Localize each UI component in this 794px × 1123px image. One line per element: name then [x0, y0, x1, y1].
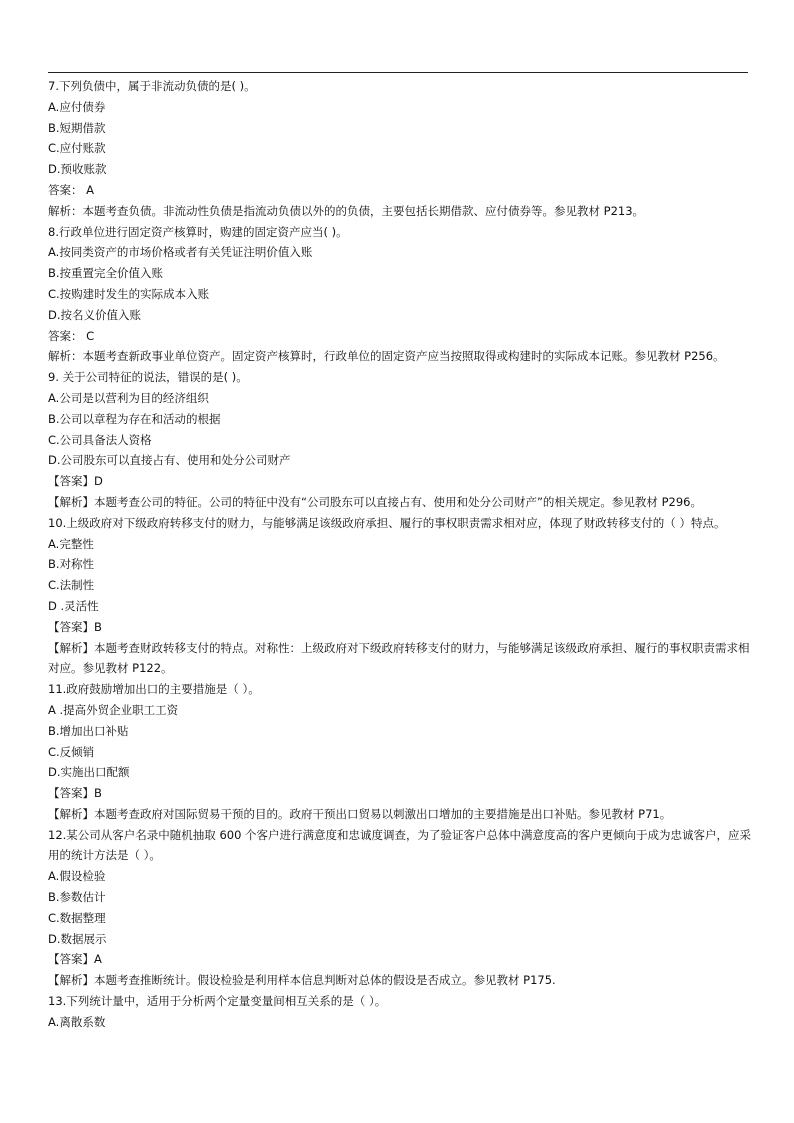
question-12	[48, 825, 752, 991]
option-d: D.公司股东可以直接占有、使用和处分公司财产	[48, 453, 291, 468]
question-7	[48, 76, 752, 222]
analysis: 解析：本题考查新政事业单位资产。固定资产核算时，行政单位的固定资产应当按照取得或构建时的实际成本记账。参见教材 P256。	[48, 349, 725, 364]
question-stem: 13.下列统计量中，适用于分析两个定量变量间相互关系的是（ ）。	[48, 994, 387, 1009]
answer: 【答案】D	[48, 474, 103, 489]
question-stem: 8.行政单位进行固定资产核算时，购建的固定资产应当( )。	[48, 224, 348, 239]
question-11	[48, 679, 752, 825]
option-b: B.对称性	[48, 557, 95, 572]
option-c: C.法制性	[48, 578, 95, 593]
option-b: B.公司以章程为存在和活动的根据	[48, 411, 221, 426]
analysis: 解析：本题考查负债。非流动性负债是指流动负债以外的的负债，主要包括长期借款、应付债券等。参见教材 P213。	[48, 203, 645, 218]
option-d: D.数据展示	[48, 931, 107, 946]
option-a: A.应付债券	[48, 99, 106, 114]
question-stem: 12.某公司从客户名录中随机抽取 600 个客户进行满意度和忠诚度调查，为了验证客户总体中满意度高的客户更倾向于成为忠诚客户，应采用的统计方法是（ ）。	[48, 827, 752, 863]
answer: 【答案】B	[48, 619, 102, 634]
analysis: 【解析】本题考查公司的特征。公司的特征中没有“公司股东可以直接占有、使用和处分公司财产”的相关规定。参见教材 P296。	[48, 494, 702, 509]
question-stem: 10.上级政府对下级政府转移支付的财力，与能够满足该级政府承担、履行的事权职责需求相对应，体现了财政转移支付的（ ）特点。	[48, 515, 726, 530]
analysis: 【解析】本题考查推断统计。假设检验是利用样本信息判断对总体的假设是否成立。参见教材 P175.	[48, 973, 556, 988]
option-d: D.按名义价值入账	[48, 307, 142, 322]
option-c: C.公司具备法人资格	[48, 432, 152, 447]
option-d: D.预收账款	[48, 162, 107, 177]
analysis: 【解析】本题考查财政转移支付的特点。对称性：上级政府对下级政府转移支付的财力，与能够满足该级政府承担、履行的事权职责需求相对应。参见教材 P122。	[48, 640, 750, 676]
option-a: A.完整性	[48, 536, 94, 551]
option-c: C.应付账款	[48, 141, 106, 156]
option-b: B.按重置完全价值入账	[48, 266, 164, 281]
analysis: 【解析】本题考查政府对国际贸易干预的目的。政府干预出口贸易以刺激出口增加的主要措施是出口补贴。参见教材 P71。	[48, 806, 672, 821]
question-stem: 7.下列负债中，属于非流动负债的是( )。	[48, 79, 256, 93]
option-d: D.实施出口配额	[48, 765, 130, 780]
option-c: C.按购建时发生的实际成本入账	[48, 286, 210, 301]
answer: 答案： C	[48, 328, 95, 343]
option-c: C.数据整理	[48, 910, 106, 925]
option-a: A .提高外贸企业职工工资	[48, 702, 179, 717]
option-c: C.反倾销	[48, 744, 95, 759]
option-b: B.参数估计	[48, 890, 106, 905]
question-stem: 9. 关于公司特征的说法，错误的是( )。	[48, 370, 248, 385]
question-8	[48, 222, 752, 368]
option-d: D .灵活性	[48, 598, 99, 613]
question-9	[48, 367, 752, 513]
answer: 【答案】A	[48, 952, 102, 967]
question-list	[48, 76, 752, 1033]
option-a: A.假设检验	[48, 869, 106, 884]
question-13	[48, 991, 752, 1033]
answer: 【答案】B	[48, 786, 102, 801]
question-10	[48, 513, 752, 679]
option-b: B.增加出口补贴	[48, 723, 129, 738]
option-a: A.按同类资产的市场价格或者有关凭证注明价值入账	[48, 245, 313, 260]
option-a: A.离散系数	[48, 1014, 106, 1029]
answer: 答案： A	[48, 182, 95, 197]
option-b: B.短期借款	[48, 120, 106, 135]
question-stem: 11.政府鼓励增加出口的主要措施是（ ）。	[48, 682, 260, 697]
option-a: A.公司是以营利为目的经济组织	[48, 390, 209, 405]
header-rule	[48, 72, 748, 73]
